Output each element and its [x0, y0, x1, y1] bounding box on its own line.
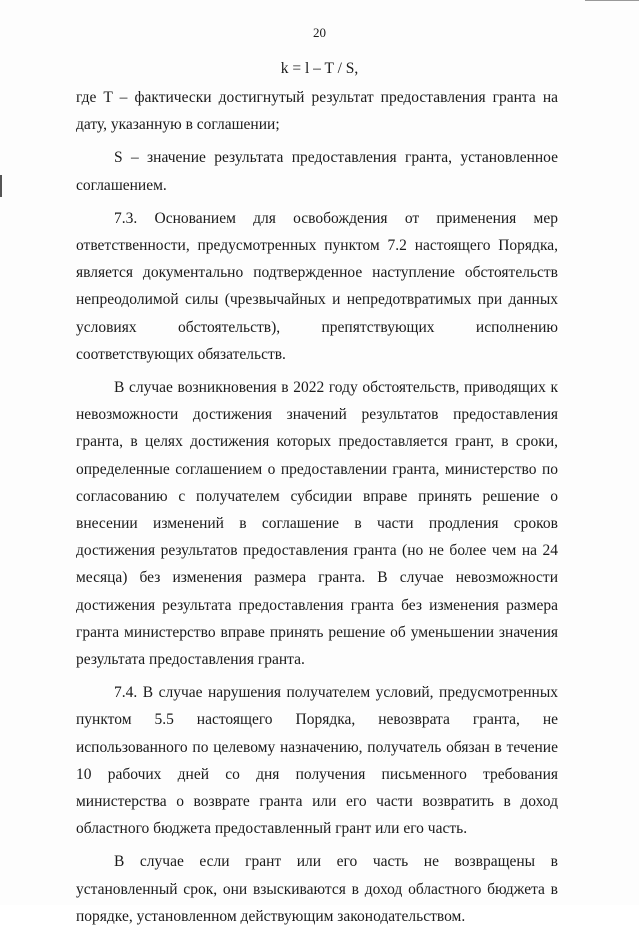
- formula: k = l – T / S,: [280, 60, 359, 77]
- paragraph-7-4: 7.4. В случае нарушения получателем условий, предусмотренных пунктом 5.5 настоящего Порядка, невозврата гранта, не использованного по целевому назначению, получатель обязан в течение 10 рабочих дней со дня получения письменного требования министерства о возврате гранта или его части возвратить в доход областного бюджета предоставленный грант или его часть.: [76, 684, 558, 838]
- paragraph-2022-circumstances: В случае возникновения в 2022 году обстоятельств, приводящих к невозможности достижения значений результатов предоставления гранта, в целях достижения которых предоставляется грант, в сроки, определенные соглашением о предоставлении гранта, министерство по согласованию с получателем субсидии вправе принять решение о внесении изменений в соглашение в части продления сроков достижения результатов предоставления гранта (но не более чем на 24 месяца) без изменения размера гранта. В случае невозможности достижения результата предоставления гранта без изменения размера гранта министерство вправе принять решение об уменьшении значения результата предоставления гранта.: [76, 379, 558, 669]
- paragraph-recovery: В случае если грант или его часть не возвращены в установленный срок, они взыскиваются в доход областного бюджета в порядке, установленном действующим законодательством.: [76, 853, 558, 925]
- paragraph-definition-s: S – значение результата предоставления гранта, установленное соглашением.: [76, 149, 558, 194]
- page-number: 20: [313, 25, 326, 40]
- scan-edge-mark: [0, 175, 2, 197]
- paragraph-7-3: 7.3. Основанием для освобождения от применения мер ответственности, предусмотренных пунктом 7.2 настоящего Порядка, является документально подтвержденное наступление обстоятельств непреодолимой силы (чрезвычайных и непредотвратимых при данных условиях обстоятельств), препятствующих исполнению соответствующих обязательств.: [76, 209, 558, 363]
- scan-edge-line: [585, 0, 639, 1]
- paragraph-definition-t: где T – фактически достигнутый результат предоставления гранта на дату, указанную в соглашении;: [76, 89, 558, 134]
- document-body: [76, 84, 558, 930]
